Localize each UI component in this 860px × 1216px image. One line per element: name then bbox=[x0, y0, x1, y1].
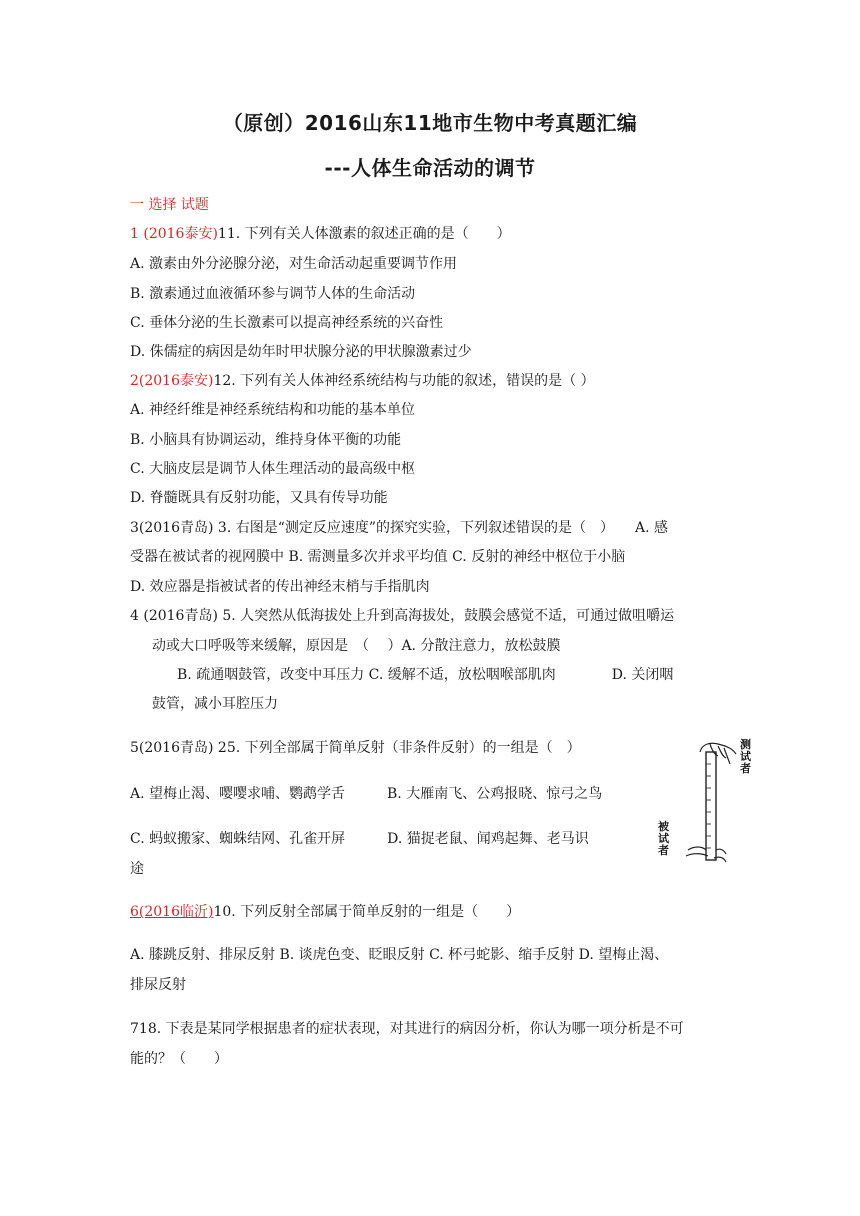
tester-label-char-1: 测 bbox=[740, 738, 751, 751]
question-3-line-1: 3(2016青岛) 3. 右图是“测定反应速度”的探究实验，下列叙述错误的是（ ） A. 感 bbox=[130, 520, 669, 536]
question-2-option-c: C. 大脑皮层是调节人体生理活动的最高级中枢 bbox=[130, 461, 416, 477]
question-4-line-3: B. 疏通咽鼓管，改变中耳压力 C. 缓解不适，放松咽喉部肌肉 D. 关闭咽 bbox=[177, 667, 674, 683]
question-4-line-4: 鼓管，减小耳腔压力 bbox=[152, 696, 278, 712]
question-6-line-2: 排尿反射 bbox=[130, 977, 186, 993]
subject-label bbox=[658, 819, 673, 857]
question-4-line-1: 4 (2016青岛) 5. 人突然从低海拔处上升到高海拔处，鼓膜会感觉不适，可通过做咀嚼运 bbox=[130, 608, 675, 624]
question-1-option-b: B. 激素通过血液循环参与调节人体的生命活动 bbox=[130, 286, 416, 302]
question-5-options-ab: A. 望梅止渴、嘤嘤求哺、鹦鹉学舌 B. 大雁南飞、公鸡报晓、惊弓之鸟 bbox=[130, 786, 603, 802]
question-1-stem bbox=[130, 224, 511, 244]
question-5-options-cd: C. 蚂蚁搬家、蜘蛛结网、孔雀开屏 D. 猫捉老鼠、闻鸡起舞、老马识 bbox=[130, 831, 589, 847]
document-title-line2: ---人体生命活动的调节 bbox=[324, 156, 536, 180]
reaction-test-figure bbox=[648, 738, 760, 868]
question-6-line-1: A. 膝跳反射、排尿反射 B. 谈虎色变、眨眼反射 C. 杯弓蛇影、缩手反射 D. 望梅止渴、 bbox=[130, 947, 669, 963]
question-7-line-2: 能的？（ ） bbox=[130, 1051, 228, 1067]
question-2-option-b: B. 小脑具有协调运动，维持身体平衡的功能 bbox=[130, 432, 402, 448]
ruler bbox=[706, 752, 716, 860]
subject-label-char-2: 试 bbox=[658, 832, 669, 845]
question-2-text: 12. 下列有关人体神经系统结构与功能的叙述，错误的是（ ） bbox=[213, 373, 595, 389]
question-6-stem bbox=[130, 902, 520, 922]
ruler-ticks bbox=[706, 764, 711, 848]
question-3-line-3: D. 效应器是指被试者的传出神经末梢与手指肌肉 bbox=[130, 579, 430, 595]
question-5-options-cd-continued: 途 bbox=[130, 861, 144, 877]
question-1-option-d: D. 侏儒症的病因是幼年时甲状腺分泌的甲状腺激素过少 bbox=[130, 344, 472, 360]
question-1-source: 1 (2016泰安) bbox=[130, 226, 218, 242]
question-4-line-2: 动或大口呼吸等来缓解，原因是 （ ）A. 分散注意力，放松鼓膜 bbox=[152, 638, 561, 654]
tester-label-char-3: 者 bbox=[740, 762, 751, 775]
question-2-option-d: D. 脊髓既具有反射功能，又具有传导功能 bbox=[130, 490, 388, 506]
question-2-source: 2(2016泰安) bbox=[130, 373, 214, 389]
question-1-option-c: C. 垂体分泌的生长激素可以提高神经系统的兴奋性 bbox=[130, 315, 444, 331]
question-1-text: 11. 下列有关人体激素的叙述正确的是（ ） bbox=[217, 226, 511, 242]
question-6-source: 6(2016临沂) bbox=[130, 904, 214, 920]
tester-label bbox=[740, 738, 755, 775]
question-7-line-1: 718. 下表是某同学根据患者的症状表现，对其进行的病因分析，你认为哪一项分析是不可 bbox=[130, 1021, 684, 1037]
question-3-line-2: 受器在被试者的视网膜中 B. 需测量多次并求平均值 C. 反射的神经中枢位于小脑 bbox=[130, 549, 626, 565]
question-5-stem: 5(2016青岛) 25. 下列全部属于简单反射（非条件反射）的一组是（ ） bbox=[130, 740, 581, 756]
subject-label-char-1: 被 bbox=[658, 820, 669, 833]
document-title-line1: （原创）2016山东11地市生物中考真题汇编 bbox=[222, 111, 638, 135]
section-heading: 一 选择 试题 bbox=[130, 197, 209, 213]
subject-label-char-3: 者 bbox=[658, 844, 669, 857]
question-1-option-a: A. 激素由外分泌腺分泌，对生命活动起重要调节作用 bbox=[130, 256, 458, 272]
question-2-option-a: A. 神经纤维是神经系统结构和功能的基本单位 bbox=[130, 402, 416, 418]
question-2-stem bbox=[130, 371, 595, 391]
question-6-text: 10. 下列反射全部属于简单反射的一组是（ ） bbox=[213, 904, 521, 920]
tester-label-char-2: 试 bbox=[740, 750, 751, 763]
